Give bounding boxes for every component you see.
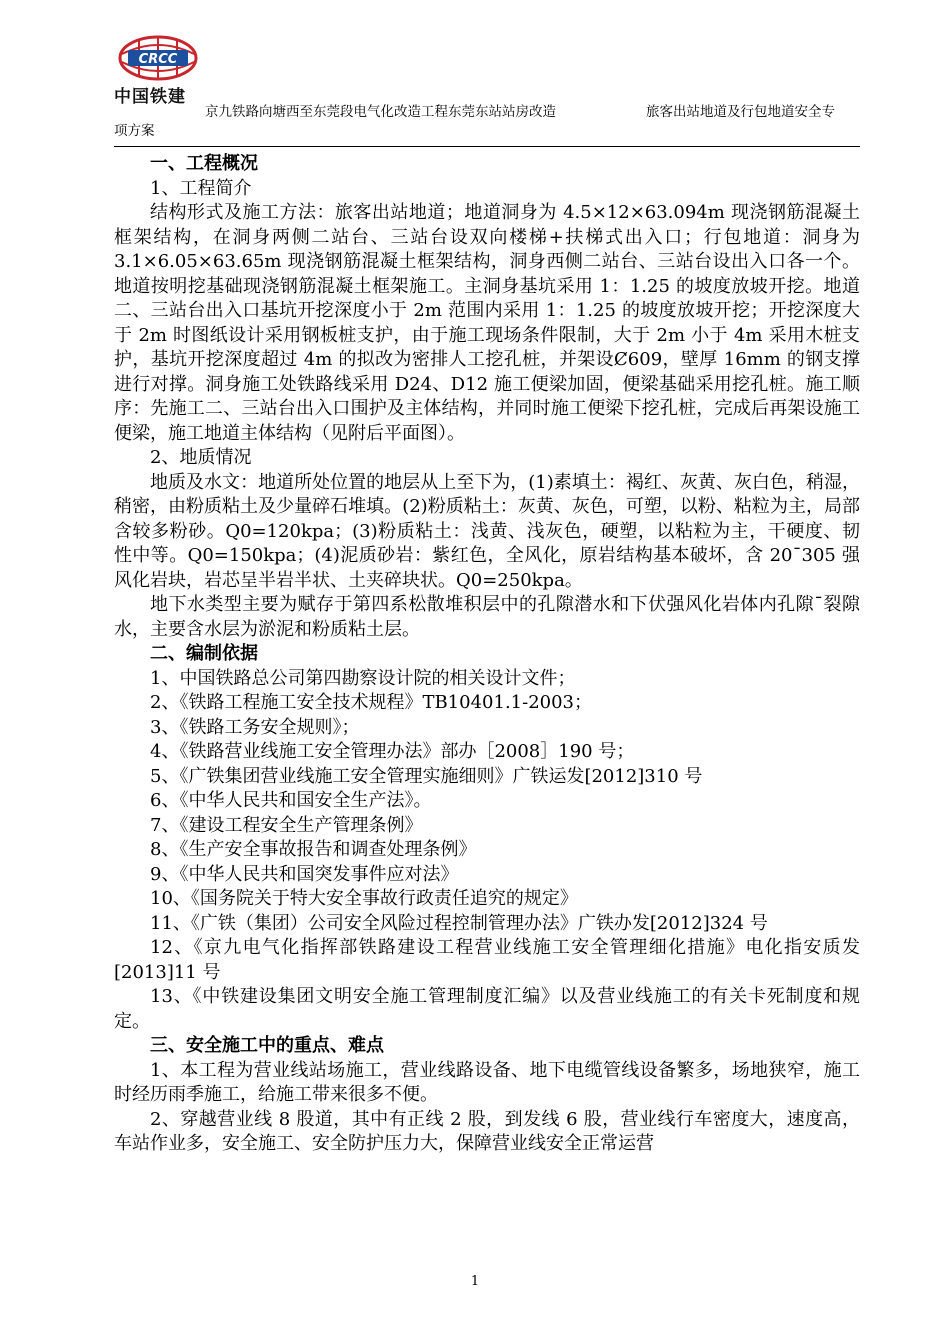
document-body <box>114 152 860 1157</box>
list-item: 6、《中华人民共和国安全生产法》。 <box>150 790 432 811</box>
list-item: 3、《铁路工务安全规则》； <box>150 716 360 738</box>
logo-text: 中国铁建 <box>114 87 186 107</box>
list-item: 12、《京九电气化指挥部铁路建设工程营业线施工安全管理细化措施》电化指安质发[2013]11 号 <box>114 937 860 983</box>
list-item: 2、《铁路工程施工安全技术规程》TB10401.1-2003； <box>150 692 593 713</box>
section-heading-2: 二、编制依据 <box>150 643 258 664</box>
page-header <box>0 0 950 150</box>
list-item: 1、中国铁路总公司第四勘察设计院的相关设计文件； <box>150 667 576 689</box>
logo-mark-text: CRCC <box>138 52 178 67</box>
list-item: 7、《建设工程安全生产管理条例》 <box>150 814 423 836</box>
list-item: 9、《中华人民共和国突发事件应对法》 <box>150 863 459 885</box>
paragraph-geology: 地质及水文：地道所处位置的地层从上至下为，(1)素填土：褐红、灰黄、灰白色，稍湿，稍密，由粉质粘土及少量碎石堆填。(2)粉质粘土：灰黄、灰色，可塑，以粉、粘粒为主，局部含较多粉砂。Q0=120kpa；(3)粉质粘土：浅黄、浅灰色，硬塑，以粘粒为主，干硬度、韧性中等。Q0=150kpa；(4)泥质砂岩：紫红色，全风化，原岩结构基本破坏，含 20¯305 强风化岩块，岩芯呈半岩半状、土夹碎块状。Q0=250kpa。 <box>114 471 860 591</box>
header-divider <box>114 146 860 147</box>
list-item: 10、《国务院关于特大安全事故行政责任追究的规定》 <box>150 888 578 909</box>
list-item: 8、《生产安全事故报告和调查处理条例》 <box>150 839 477 860</box>
list-item: 5、《广铁集团营业线施工安全管理实施细则》广铁运发[2012]310 号 <box>150 765 703 787</box>
list-item: 11、《广铁（集团）公司安全风险过程控制管理办法》广铁办发[2012]324 号 <box>150 912 768 934</box>
header-title: 京九铁路向塘西至东莞段电气化改造工程东莞东站站房改造 <box>205 104 556 120</box>
paragraph-key-point-1: 1、本工程为营业线站场施工，营业线路设备、地下电缆管线设备繁多，场地狭窄，施工时经历雨季施工，给施工带来很多不便。 <box>114 1059 860 1105</box>
paragraph-structure: 结构形式及施工方法：旅客出站地道；地道洞身为 4.5×12×63.094m 现浇钢筋混凝土框架结构，在洞身两侧二站台、三站台设双向楼梯+扶梯式出入口；行包地道：洞身为 3.1×6.05×63.65m 现浇钢筋混凝土框架结构，洞身西侧二站台、三站台设出入口各一个。地道按明挖基础现浇钢筋混凝土框架施工。主洞身基坑采用 1：1.25 的坡度放坡开挖。地道二、三站台出入口基坑开挖深度小于 2m 范围内采用 1：1.25 的坡度放坡开挖；开挖深度大于 2m 时图纸设计采用钢板桩支护，由于施工现场条件限制，大于 2m 小于 4m 采用木桩支护，基坑开挖深度超过 4m 的拟改为密排人工挖孔桩，并架设Ȼ609，壁厚 16mm 的钢支撑进行对撑。洞身施工处铁路线采用 D24、D12 施工便梁加固，便梁基础采用挖孔桩。施工顺序：先施工二、三站台出入口围护及主体结构，并同时施工便梁下挖孔桩，完成后再架设施工便梁，施工地道主体结构（见附后平面图）。 <box>114 202 860 444</box>
header-title-continued: 项方案 <box>114 123 155 139</box>
paragraph-key-point-2: 2、穿越营业线 8 股道，其中有正线 2 股，到发线 6 股，营业线行车密度大，速度高，车站作业多，安全施工、安全防护压力大，保障营业线安全正常运营 <box>114 1108 860 1154</box>
subheading-geology: 2、地质情况 <box>150 447 252 468</box>
subheading-project-intro: 1、工程简介 <box>150 177 252 199</box>
header-title-right: 旅客出站地道及行包地道安全专 <box>646 104 835 120</box>
crcc-logo <box>112 32 204 124</box>
list-item: 13、《中铁建设集团文明安全施工管理制度汇编》以及营业线施工的有关卡死制度和规定。 <box>114 986 860 1032</box>
section-heading-3: 三、安全施工中的重点、难点 <box>150 1035 384 1056</box>
section-heading-1: 一、工程概况 <box>150 153 258 174</box>
paragraph-groundwater: 地下水类型主要为赋存于第四系松散堆积层中的孔隙潜水和下伏强风化岩体内孔隙¯裂隙水，主要含水层为淤泥和粉质粘土层。 <box>114 594 860 640</box>
list-item: 4、《铁路营业线施工安全管理办法》部办［2008］190 号； <box>150 741 635 762</box>
page-number: 1 <box>470 1274 480 1289</box>
